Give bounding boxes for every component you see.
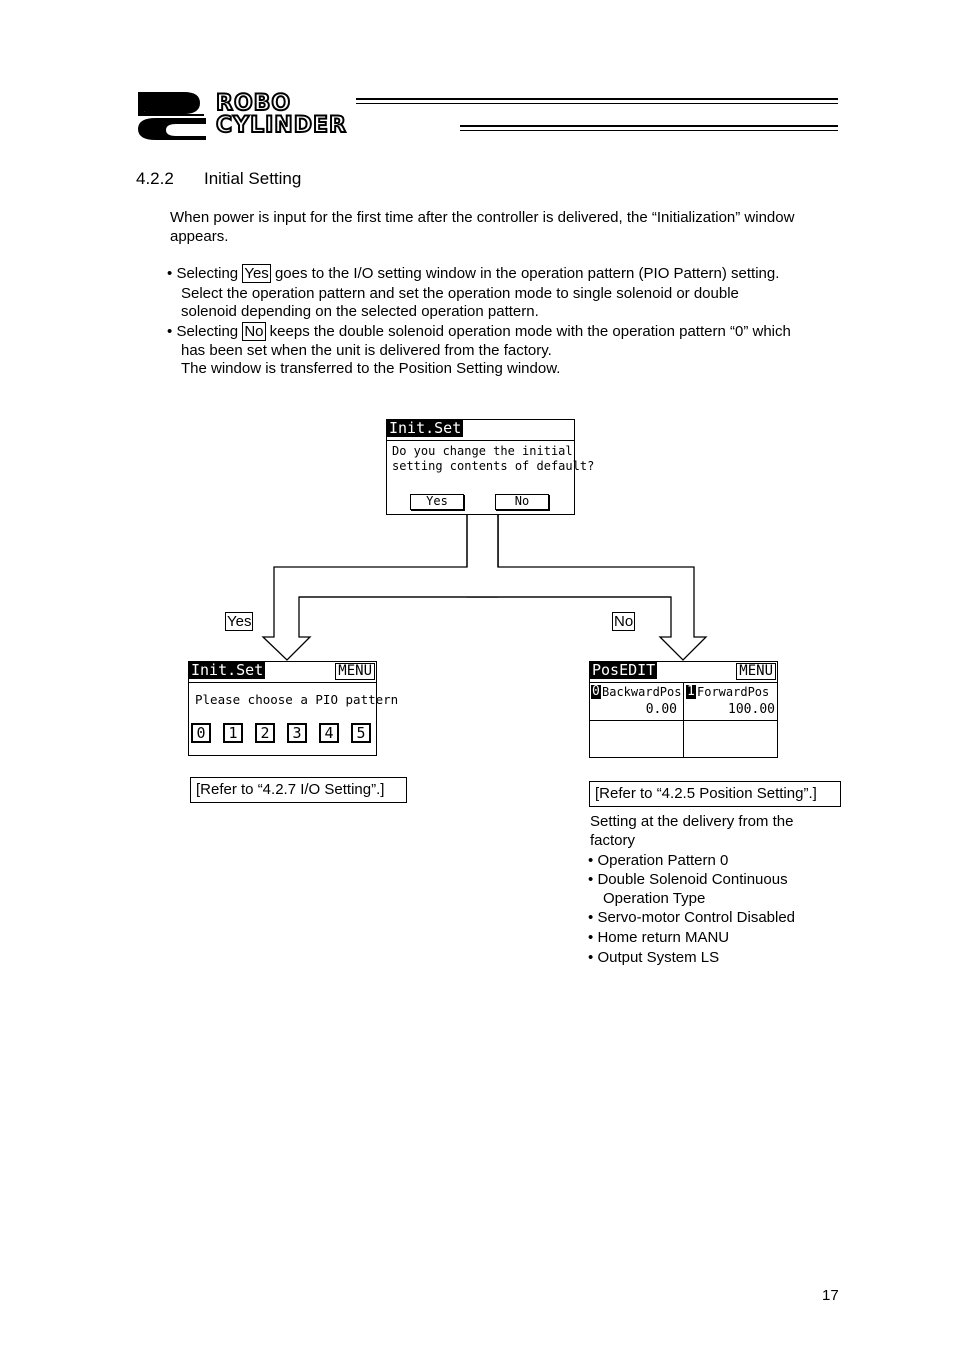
no-button[interactable]: No	[495, 494, 549, 510]
pos-edit-screen	[589, 661, 778, 758]
pio-pattern-1-button[interactable]: 1	[223, 723, 243, 743]
init-dialog-line-2: setting contents of default?	[392, 459, 595, 473]
pos-col0-value[interactable]: 0.00	[645, 702, 677, 717]
yes-branch-arrow	[263, 515, 498, 660]
bullet-dot-icon: •	[167, 265, 173, 282]
no-branch-arrow	[467, 515, 706, 660]
pos-col1-index: 1	[687, 684, 695, 699]
pio-pattern-2-button[interactable]: 2	[255, 723, 275, 743]
intro-line-1: When power is input for the first time after the controller is delivered, the “Initialization” window	[170, 209, 795, 226]
factory-item: • Operation Pattern 0	[588, 852, 729, 869]
ref-position-setting: [Refer to “4.2.5 Position Setting”.]	[589, 781, 841, 807]
section-title: Initial Setting	[204, 169, 302, 188]
pio-menu-button[interactable]: MENU	[335, 663, 375, 680]
bullet-no-line-3: The window is transferred to the Position Setting window.	[181, 360, 561, 377]
key-no: No	[244, 323, 264, 340]
factory-item: • Home return MANU	[588, 929, 730, 946]
yes-branch-label: Yes	[227, 613, 252, 630]
factory-item-continuation: Operation Type	[603, 890, 706, 907]
bullet-yes: • Selecting Yes goes to the I/O setting window in the operation pattern (PIO Pattern) setting.	[167, 265, 780, 282]
pos-col0-index: 0	[592, 684, 600, 699]
pos-col0-label: BackwardPos	[602, 685, 682, 699]
intro-line-2: appears.	[170, 228, 229, 245]
yes-button[interactable]: Yes	[410, 494, 464, 510]
pos-menu-button[interactable]: MENU	[736, 663, 776, 680]
init-set-dialog	[386, 419, 595, 515]
bullet-yes-line-3: solenoid depending on the selected operation pattern.	[181, 303, 539, 320]
logo-r: R	[144, 112, 145, 113]
bullet-dot-icon: •	[167, 323, 173, 340]
pos-col1-value[interactable]: 100.00	[728, 702, 775, 717]
factory-item: • Output System LS	[588, 949, 720, 966]
bullet-dot-icon: •	[588, 949, 594, 966]
no-branch-label: No	[614, 613, 634, 630]
pio-pattern-4-button[interactable]: 4	[319, 723, 339, 743]
pio-prompt: Please choose a PIO pattern	[195, 692, 399, 707]
pio-pattern-3-button[interactable]: 3	[287, 723, 307, 743]
bullet-no: • Selecting No keeps the double solenoid operation mode with the operation pattern “0” which	[167, 323, 791, 340]
ref-io-setting: [Refer to “4.2.7 I/O Setting”.]	[190, 777, 407, 803]
pio-screen-title: Init.Set	[191, 661, 264, 679]
pos-col1-label: ForwardPos	[697, 685, 770, 699]
init-dialog-line-1: Do you change the initial	[392, 444, 573, 458]
logo-robo: ROBO	[216, 91, 292, 116]
page-number: 17	[822, 1287, 839, 1304]
factory-item: • Double Solenoid Continuous	[588, 871, 788, 888]
pio-pattern-screen	[188, 661, 399, 756]
factory-heading-1: Setting at the delivery from the	[590, 813, 794, 830]
bullet-no-line-2: has been set when the unit is delivered from the factory.	[181, 342, 552, 359]
section-number: 4.2.2	[136, 169, 174, 188]
pio-pattern-0-button[interactable]: 0	[191, 723, 211, 743]
pos-screen-title: PosEDIT	[592, 661, 656, 679]
factory-item: • Servo-motor Control Disabled	[588, 909, 796, 926]
bullet-dot-icon: •	[588, 871, 594, 888]
key-yes: Yes	[244, 265, 269, 282]
bullet-dot-icon: •	[588, 852, 594, 869]
factory-heading-2: factory	[590, 832, 636, 849]
bullet-dot-icon: •	[588, 929, 594, 946]
pio-pattern-5-button[interactable]: 5	[351, 723, 371, 743]
bullet-dot-icon: •	[588, 909, 594, 926]
logo-cylinder: CYLINDER	[216, 113, 347, 138]
bullet-yes-line-2: Select the operation pattern and set the operation mode to single solenoid or double	[181, 285, 739, 302]
init-dialog-title: Init.Set	[389, 419, 462, 437]
